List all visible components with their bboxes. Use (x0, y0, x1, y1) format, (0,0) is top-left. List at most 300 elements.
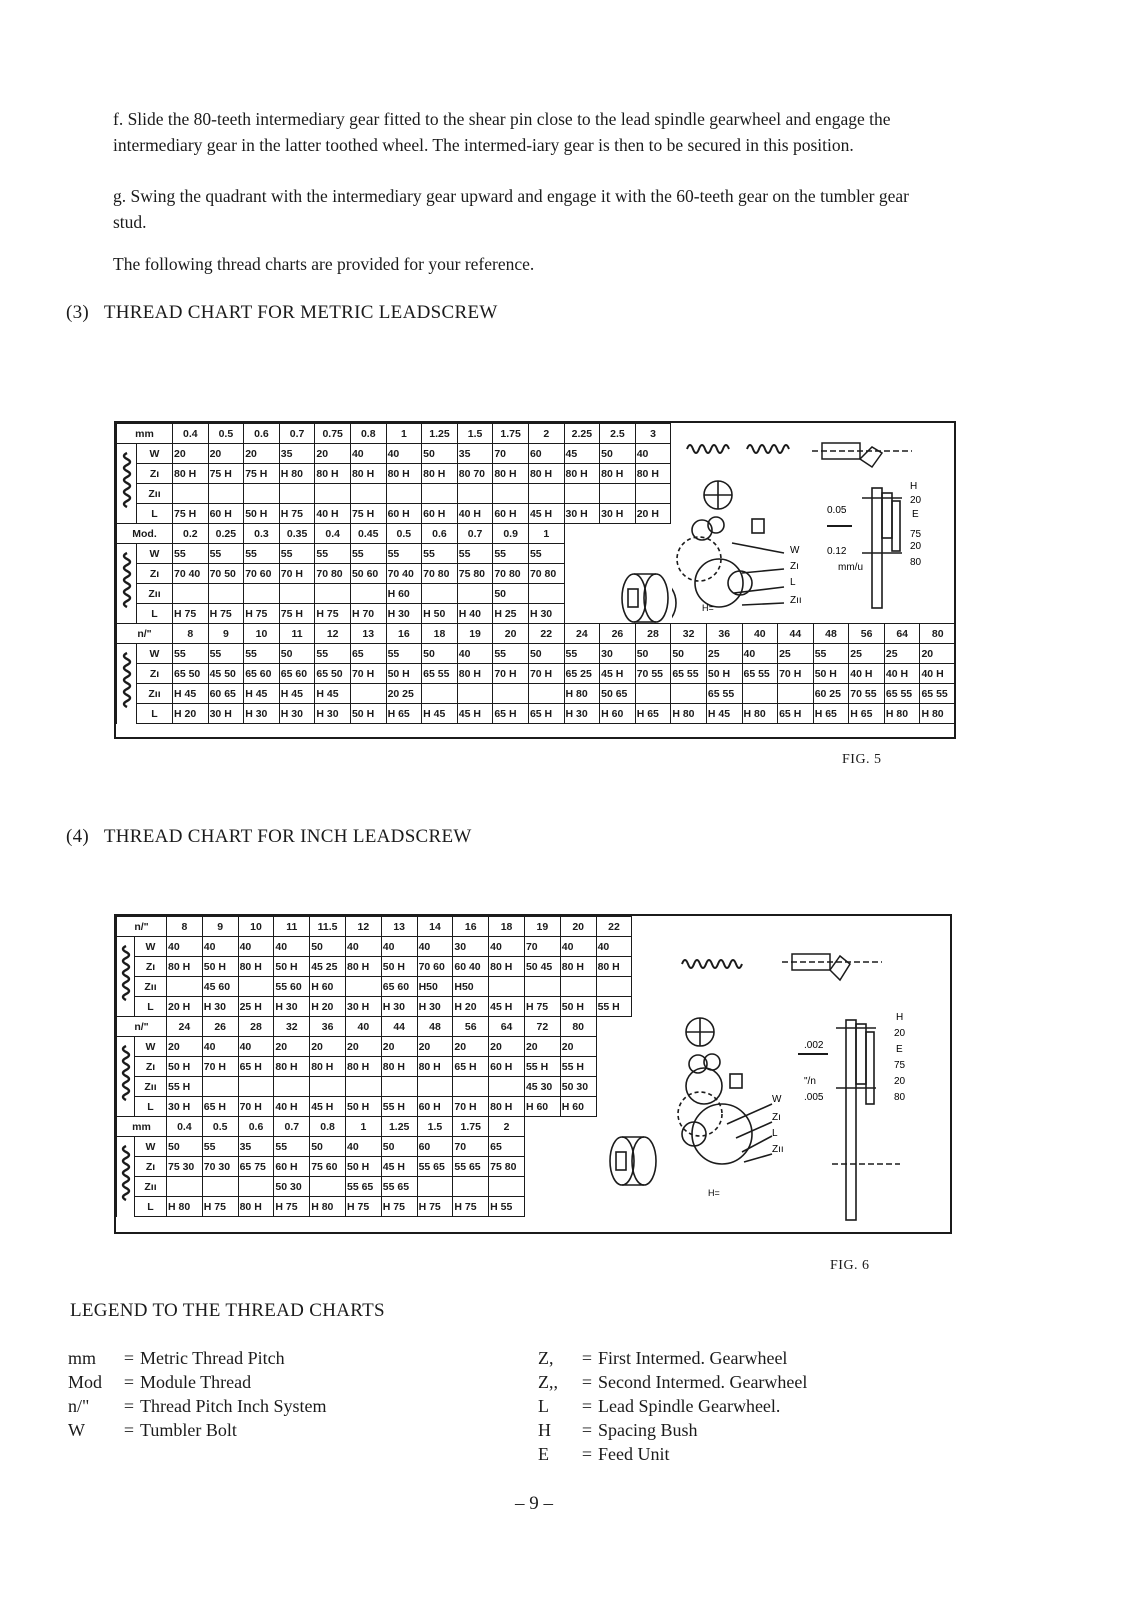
table-cell: 45 H (381, 1157, 417, 1177)
table-cell: H 75 (208, 604, 244, 624)
stack-e: E (896, 1044, 903, 1055)
legend-item (68, 1418, 326, 1442)
table-cell: H 80 (310, 1197, 346, 1217)
leadscrew-coil-icon (119, 944, 133, 1004)
column-header: 0.5 (386, 524, 422, 544)
table-cell (345, 977, 381, 997)
table-cell: 75 H (279, 604, 315, 624)
table-cell: 55 (564, 644, 600, 664)
column-header: 0.6 (238, 1117, 274, 1137)
column-header: 9 (208, 624, 244, 644)
table-cell (778, 684, 814, 704)
table-cell: 45 H (489, 997, 525, 1017)
table-cell: 20 (310, 1037, 346, 1057)
column-header: 22 (528, 624, 564, 644)
table-cell: H 80 (167, 1197, 203, 1217)
paragraph-f: f. Slide the 80-teeth intermediary gear fitted to the shear pin close to the lead spindle gearwheel and engage the intermediary gear in the latter toothed wheel. The intermed-iary gear is then to be secured in this position. (113, 109, 891, 155)
table-cell: 80 H (173, 464, 209, 484)
table-cell: H 75 (453, 1197, 489, 1217)
row-label: Zıı (137, 484, 173, 504)
table-cell: 70 H (778, 664, 814, 684)
column-header: 0.45 (350, 524, 386, 544)
inch-thread-chart (114, 914, 952, 1234)
table-cell: 60 H (493, 504, 529, 524)
table-cell: 20 (274, 1037, 310, 1057)
table-cell: 50 H (274, 957, 310, 977)
table-cell: 40 (417, 937, 453, 957)
table-cell: H 30 (274, 997, 310, 1017)
table-cell: 40 (202, 1037, 238, 1057)
table-cell: H 80 (884, 704, 920, 724)
table-cell: H 30 (564, 704, 600, 724)
table-cell: H 80 (279, 464, 315, 484)
table-cell: 30 H (600, 504, 636, 524)
table-cell: 20 H (167, 997, 203, 1017)
table-cell: 50 (279, 644, 315, 664)
table-cell: 50 (422, 644, 458, 664)
table-cell: 50 (310, 937, 346, 957)
label-w: W (772, 1094, 782, 1105)
table-cell: 65 55 (884, 684, 920, 704)
table-cell: H 45 (173, 684, 209, 704)
table-cell: 40 (238, 1037, 274, 1057)
table-cell: 20 (524, 1037, 560, 1057)
column-header: 20 (560, 917, 596, 937)
column-header: 28 (635, 624, 671, 644)
equals-sign: = (123, 1420, 135, 1440)
column-header: 1 (386, 424, 422, 444)
column-header: 19 (524, 917, 560, 937)
column-header: 0.4 (315, 524, 351, 544)
table-cell: 70 80 (422, 564, 458, 584)
table-cell (457, 584, 493, 604)
table-cell: 70 H (238, 1097, 274, 1117)
table-cell: 40 H (849, 664, 885, 684)
table-cell: 30 H (208, 704, 244, 724)
table-cell: 65 25 (564, 664, 600, 684)
leadscrew-coil-cell (117, 544, 137, 624)
feed-label: 0.05 (827, 505, 847, 516)
table-cell: 50 (600, 444, 636, 464)
table-cell: H 80 (564, 684, 600, 704)
table-cell: 20 (560, 1037, 596, 1057)
table-cell: H 60 (310, 977, 346, 997)
table-cell: 60 65 (208, 684, 244, 704)
table-cell: 80 H (274, 1057, 310, 1077)
table-cell: 40 (238, 937, 274, 957)
column-header: 1.5 (457, 424, 493, 444)
paragraph-g: g. Swing the quadrant with the intermediary gear upward and engage it with the 60-teeth gear on the tumbler gear stud. (113, 186, 909, 232)
row-label: L (137, 504, 173, 524)
table-cell: 80 H (560, 957, 596, 977)
tool-holder-icon (782, 954, 882, 980)
table-cell: 50 45 (524, 957, 560, 977)
spacing-bush-icon (616, 563, 676, 633)
column-header: 26 (600, 624, 636, 644)
table-cell: 70 H (493, 664, 529, 684)
legend-item (68, 1394, 326, 1418)
legend-text: Module Thread (140, 1372, 252, 1392)
table-cell: H 30 (202, 997, 238, 1017)
table-cell: 80 H (167, 957, 203, 977)
table-cell: 20 (381, 1037, 417, 1057)
section-3-number: (3) (66, 302, 90, 323)
table-cell: 80 H (238, 957, 274, 977)
table-cell: 55 (813, 644, 849, 664)
table-cell: 80 H (310, 1057, 346, 1077)
column-header: 3 (635, 424, 671, 444)
spacing-bush-icon (604, 1126, 664, 1196)
table-cell: 50 H (244, 504, 280, 524)
table-cell: 50 H (345, 1157, 381, 1177)
equals-sign: = (123, 1348, 135, 1368)
table-cell (489, 1077, 525, 1097)
column-header: 56 (453, 1017, 489, 1037)
table-cell: 70 80 (528, 564, 564, 584)
table-cell: 45 60 (202, 977, 238, 997)
column-header: 13 (381, 917, 417, 937)
table-cell: 55 60 (274, 977, 310, 997)
table-cell: 55 (315, 644, 351, 664)
stack-20: 20 (894, 1028, 906, 1039)
table-cell (310, 1077, 346, 1097)
table-cell: 70 55 (635, 664, 671, 684)
table-cell: 65 H (453, 1057, 489, 1077)
table-cell: 80 H (528, 464, 564, 484)
column-header: 1 (528, 524, 564, 544)
table-cell: 40 (596, 937, 632, 957)
table-cell (489, 977, 525, 997)
table-cell: 20 (315, 444, 351, 464)
table-cell: 55 (528, 544, 564, 564)
column-header: 0.8 (350, 424, 386, 444)
table-cell: H 45 (706, 704, 742, 724)
table-cell: 65 55 (920, 684, 956, 704)
table-cell: 55 (202, 1137, 238, 1157)
column-header: 0.2 (173, 524, 209, 544)
table-cell: 40 (457, 644, 493, 664)
table-cell: 60 40 (453, 957, 489, 977)
gear-stack-icon (832, 1020, 900, 1220)
table-cell: 40 (345, 937, 381, 957)
column-header: 1.5 (417, 1117, 453, 1137)
table-cell: H 60 (524, 1097, 560, 1117)
gear-train-icon (672, 481, 784, 629)
table-cell: 50 (167, 1137, 203, 1157)
column-header: 20 (493, 624, 529, 644)
table-cell: 65 55 (422, 664, 458, 684)
table-cell (208, 484, 244, 504)
label-z1: Zı (772, 1112, 781, 1123)
legend-text: Metric Thread Pitch (140, 1348, 285, 1368)
table-cell: 65 55 (671, 664, 707, 684)
table-cell: 70 H (453, 1097, 489, 1117)
row-label: Zıı (135, 977, 167, 997)
table-cell: 40 H (920, 664, 956, 684)
column-header: 18 (489, 917, 525, 937)
column-header: 56 (849, 624, 885, 644)
table-cell: 50 H (167, 1057, 203, 1077)
leadscrew-coil-cell (117, 444, 137, 524)
column-header: 10 (238, 917, 274, 937)
table-cell: 55 (386, 544, 422, 564)
table-cell: H 65 (813, 704, 849, 724)
page-number: – 9 – (515, 1493, 553, 1514)
table-cell (315, 584, 351, 604)
table-cell: 40 (350, 444, 386, 464)
table-cell: H 20 (173, 704, 209, 724)
table-row (117, 1057, 632, 1077)
table-cell: 70 H (279, 564, 315, 584)
stack-e: E (912, 509, 919, 520)
column-header: 12 (345, 917, 381, 937)
table-cell: H 45 (279, 684, 315, 704)
table-cell: H 30 (417, 997, 453, 1017)
table-cell: H 65 (849, 704, 885, 724)
table-cell: 75 H (350, 504, 386, 524)
table-cell (671, 684, 707, 704)
column-header: 12 (315, 624, 351, 644)
table-cell (742, 684, 778, 704)
table-cell: 70 60 (417, 957, 453, 977)
table-cell (596, 977, 632, 997)
table-cell: 55 65 (453, 1157, 489, 1177)
row-label: W (137, 544, 173, 564)
column-header: 32 (671, 624, 707, 644)
table-cell: 50 (381, 1137, 417, 1157)
table-cell: 75 60 (310, 1157, 346, 1177)
column-header: 0.25 (208, 524, 244, 544)
table-row (117, 937, 632, 957)
column-header: 1.25 (381, 1117, 417, 1137)
column-header: 16 (386, 624, 422, 644)
table-cell: 65 50 (173, 664, 209, 684)
column-header: 8 (167, 917, 203, 937)
table-cell (279, 584, 315, 604)
table-cell (310, 1177, 346, 1197)
table-cell: 75 80 (457, 564, 493, 584)
table-cell: 20 (453, 1037, 489, 1057)
table-cell: 40 (635, 444, 671, 464)
table-cell: 55 65 (417, 1157, 453, 1177)
row-label: Zı (137, 664, 173, 684)
column-header: 2.5 (600, 424, 636, 444)
table-cell (167, 977, 203, 997)
legend-text: First Intermed. Gearwheel (598, 1348, 788, 1368)
table-cell: 70 60 (244, 564, 280, 584)
table-row (117, 1177, 632, 1197)
column-header: 80 (560, 1017, 596, 1037)
column-header: 19 (457, 624, 493, 644)
table-cell: H 45 (315, 684, 351, 704)
legend-key: mm (68, 1348, 97, 1368)
table-cell (493, 684, 529, 704)
table-cell: 60 H (386, 504, 422, 524)
table-cell (528, 684, 564, 704)
table-cell: 40 H (884, 664, 920, 684)
column-header: 44 (381, 1017, 417, 1037)
equals-sign: = (581, 1396, 593, 1416)
table-cell: H 20 (453, 997, 489, 1017)
column-header: 2 (489, 1117, 525, 1137)
table-cell (493, 484, 529, 504)
leadscrew-coil-icon (120, 551, 134, 611)
table-cell: H 45 (422, 704, 458, 724)
table-cell: 60 H (208, 504, 244, 524)
legend-key: W (68, 1420, 85, 1440)
table-cell: 30 (453, 937, 489, 957)
table-row (117, 1037, 632, 1057)
table-cell: 30 H (345, 997, 381, 1017)
table-cell: H 75 (315, 604, 351, 624)
column-header: 48 (417, 1017, 453, 1037)
table-cell: 40 (167, 937, 203, 957)
stack-20b: 20 (910, 541, 922, 552)
legend-text: Lead Spindle Gearwheel. (598, 1396, 781, 1416)
column-header: 80 (920, 624, 956, 644)
table-cell: H 30 (279, 704, 315, 724)
leadscrew-coil-icon (120, 651, 134, 711)
stack-80: 80 (894, 1092, 906, 1103)
table-cell: 50 30 (274, 1177, 310, 1197)
gear-stack-icon (862, 488, 902, 608)
column-header: 8 (173, 624, 209, 644)
column-header: 28 (238, 1017, 274, 1037)
table-cell: 80 H (600, 464, 636, 484)
table-cell: 65 55 (742, 664, 778, 684)
column-header: 0.4 (173, 424, 209, 444)
row-label: Zıı (135, 1077, 167, 1097)
row-label: Zı (135, 1157, 167, 1177)
legend-item (68, 1346, 326, 1370)
table-cell: 65 60 (381, 977, 417, 997)
column-header: 9 (202, 917, 238, 937)
table-cell: 55 (493, 544, 529, 564)
feed-label-3: .005 (804, 1092, 824, 1103)
table-row (117, 1197, 632, 1217)
table-cell: H 75 (417, 1197, 453, 1217)
table-cell: H 40 (457, 604, 493, 624)
metric-thread-chart (114, 421, 956, 739)
table-cell (564, 484, 600, 504)
table-header-row (117, 1017, 632, 1037)
table-cell (489, 1177, 525, 1197)
row-label: Zı (135, 1057, 167, 1077)
table-cell (635, 484, 671, 504)
table-cell: H 60 (560, 1097, 596, 1117)
table-row (117, 684, 956, 704)
table-cell: 70 H (528, 664, 564, 684)
table-cell: 55 (208, 644, 244, 664)
column-header: 0.7 (457, 524, 493, 544)
table-cell: 55 (173, 644, 209, 664)
row-label: W (135, 937, 167, 957)
column-header: 13 (350, 624, 386, 644)
label-z2: Zıı (772, 1144, 784, 1155)
row-label: Zı (137, 464, 173, 484)
column-header: 44 (778, 624, 814, 644)
table-cell (600, 484, 636, 504)
table-row (117, 977, 632, 997)
table-cell: 80 H (238, 1197, 274, 1217)
table-cell: 35 (238, 1137, 274, 1157)
table-cell: 65 50 (315, 664, 351, 684)
table-cell: H 65 (386, 704, 422, 724)
table-cell: 65 H (778, 704, 814, 724)
table-cell: H 60 (386, 584, 422, 604)
column-header: 36 (310, 1017, 346, 1037)
leadscrew-coil-cell (117, 1037, 135, 1117)
inch-gear-diagram (632, 924, 950, 1224)
row-label: L (135, 1097, 167, 1117)
column-header: 40 (742, 624, 778, 644)
row-label: W (137, 644, 173, 664)
table-cell: 40 (560, 937, 596, 957)
table-row (117, 1137, 632, 1157)
table-cell: H 25 (493, 604, 529, 624)
table-cell: 80 H (381, 1057, 417, 1077)
table-cell (417, 1177, 453, 1197)
column-header: 64 (884, 624, 920, 644)
table-row (117, 957, 632, 977)
table-cell (457, 484, 493, 504)
table-cell: 80 H (635, 464, 671, 484)
table-cell: 45 H (457, 704, 493, 724)
column-header: 0.8 (310, 1117, 346, 1137)
table-cell: 45 (564, 444, 600, 464)
table-cell: 50 (493, 584, 529, 604)
row-label: Zıı (137, 584, 173, 604)
table-cell: 50 H (386, 664, 422, 684)
table-cell: 40 H (274, 1097, 310, 1117)
table-cell: 55 65 (345, 1177, 381, 1197)
table-cell: 25 (706, 644, 742, 664)
table-cell (274, 1077, 310, 1097)
table-cell: 80 H (315, 464, 351, 484)
table-cell: 20 (208, 444, 244, 464)
stack-h: H (910, 481, 918, 492)
legend-text: Thread Pitch Inch System (140, 1396, 327, 1416)
table-cell: 50 (671, 644, 707, 664)
leadscrew-coil-cell (117, 1137, 135, 1217)
table-cell: 80 H (489, 1097, 525, 1117)
legend-key: Z,, (538, 1372, 558, 1392)
legend-title: LEGEND TO THE THREAD CHARTS (70, 1300, 385, 1321)
table-cell: 65 H (202, 1097, 238, 1117)
table-cell: 50 H (706, 664, 742, 684)
table-cell: 20 (920, 644, 956, 664)
table-cell: H 70 (350, 604, 386, 624)
table-cell: 55 H (381, 1097, 417, 1117)
column-header: 0.6 (244, 424, 280, 444)
row-label: Zı (135, 957, 167, 977)
label-z1: Zı (790, 561, 799, 572)
table-cell (244, 484, 280, 504)
legend-key: H (538, 1420, 551, 1440)
table-row (117, 644, 956, 664)
table-cell: 75 H (244, 464, 280, 484)
table-row (117, 1077, 632, 1097)
table-cell: H 50 (422, 604, 458, 624)
feed-label-2: 0.12 (827, 546, 847, 557)
row-label: W (135, 1137, 167, 1157)
table-cell: 55 H (524, 1057, 560, 1077)
table-cell: 50 (422, 444, 458, 464)
table-cell: 65 60 (244, 664, 280, 684)
table-cell: H 75 (274, 1197, 310, 1217)
column-header: 48 (813, 624, 849, 644)
table-cell: 50 H (350, 704, 386, 724)
